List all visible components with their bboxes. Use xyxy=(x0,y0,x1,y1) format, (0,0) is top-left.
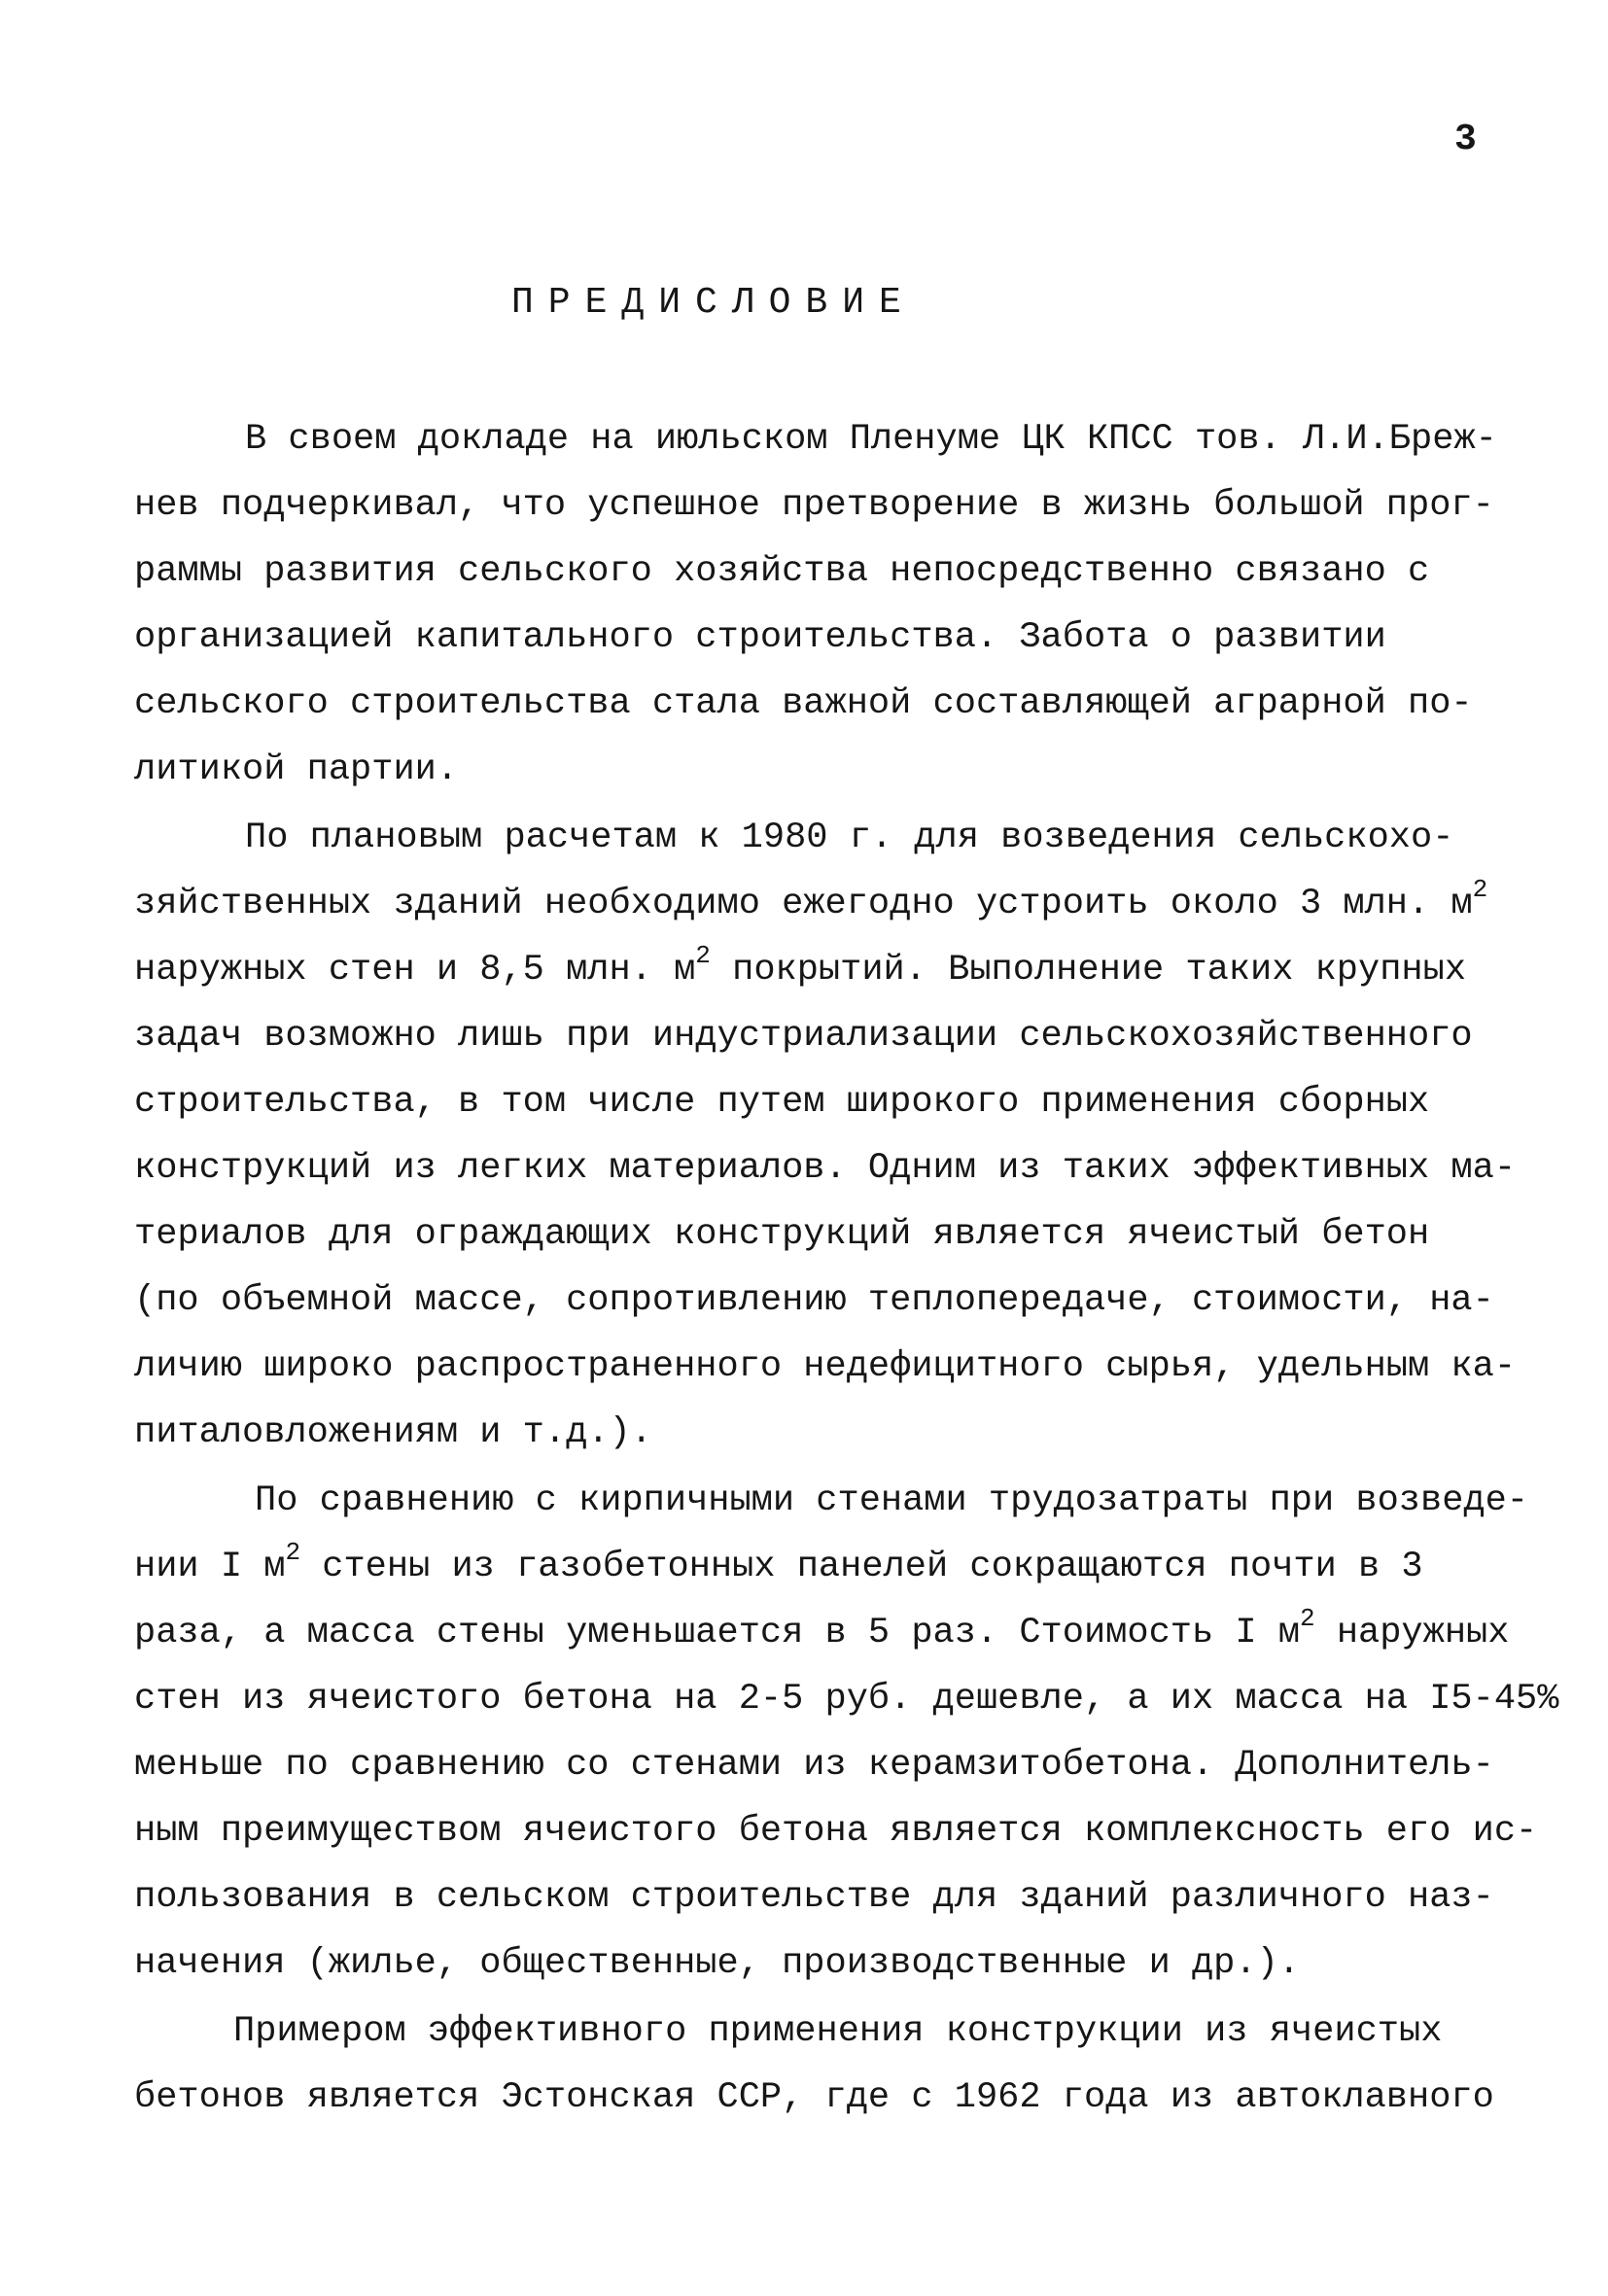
text-line: организацией капитального строительства. Забота о развитии xyxy=(134,617,1386,658)
text-line: стен из ячеистого бетона на 2-5 руб. дешевле, а их масса на I5-45% xyxy=(134,1679,1559,1720)
text-line: строительства, в том числе путем широкого применения сборных xyxy=(134,1082,1430,1123)
text-line: Примером эффективного применения конструкции из ячеистых xyxy=(233,2011,1443,2052)
text-line: пользования в сельском строительстве для зданий различного наз- xyxy=(134,1877,1494,1918)
text-segment: стены из газобетонных панелей сокращаются почти в 3 xyxy=(300,1547,1423,1587)
superscript: 2 xyxy=(1472,874,1488,904)
text-line: бетонов является Эстонская ССР, где с 1962 года из автоклавного xyxy=(134,2077,1494,2118)
page-title: ПРЕДИСЛОВИЕ xyxy=(511,282,916,324)
text-line xyxy=(134,874,1488,927)
text-line xyxy=(134,940,1467,993)
text-line: меньше по сравнению со стенами из керамзитобетона. Дополнитель- xyxy=(134,1745,1494,1786)
superscript: 2 xyxy=(1300,1603,1315,1633)
text-line: териалов для ограждающих конструкций является ячеистый бетон xyxy=(134,1214,1430,1255)
text-line: В своем докладе на июльском Пленуме ЦК КПСС тов. Л.И.Бреж- xyxy=(245,419,1497,460)
text-line: конструкций из легких материалов. Одним из таких эффективных ма- xyxy=(134,1148,1517,1189)
superscript: 2 xyxy=(695,940,711,970)
text-line: задач возможно лишь при индустриализации сельскохозяйственного xyxy=(134,1016,1473,1057)
text-line: (по объемной массе, сопротивлению теплопередаче, стоимости, на- xyxy=(134,1280,1494,1321)
text-segment: наружных xyxy=(1314,1613,1510,1653)
text-line: По сравнению с кирпичными стенами трудозатраты при возведе- xyxy=(255,1480,1529,1521)
text-segment: наружных стен и 8,5 млн. м xyxy=(134,950,696,991)
text-line: начения (жилье, общественные, производственные и др.). xyxy=(134,1943,1300,1984)
text-segment: нии I м xyxy=(134,1547,286,1587)
text-line: нев подчеркивал, что успешное претворение в жизнь большой прог- xyxy=(134,485,1494,526)
text-segment: покрытий. Выполнение таких крупных xyxy=(710,950,1467,991)
text-line: ным преимуществом ячеистого бетона является комплексность его ис- xyxy=(134,1811,1538,1852)
text-line xyxy=(134,1537,1423,1590)
text-line: раммы развития сельского хозяйства непосредственно связано с xyxy=(134,551,1430,592)
text-line: литикой партии. xyxy=(134,749,459,790)
page-number: 3 xyxy=(1454,119,1477,160)
text-segment: раза, а масса стены уменьшается в 5 раз. Стоимость I м xyxy=(134,1613,1300,1653)
text-line: личию широко распространенного недефицитного сырья, удельным ка- xyxy=(134,1346,1517,1387)
text-line xyxy=(134,1603,1510,1656)
superscript: 2 xyxy=(285,1537,301,1567)
text-line: сельского строительства стала важной составляющей аграрной по- xyxy=(134,683,1473,724)
text-segment: зяйственных зданий необходимо ежегодно устроить около 3 млн. м xyxy=(134,884,1473,924)
text-line: По плановым расчетам к 1980 г. для возведения сельскохо- xyxy=(245,818,1454,858)
text-line: питаловложениям и т.д.). xyxy=(134,1412,652,1453)
